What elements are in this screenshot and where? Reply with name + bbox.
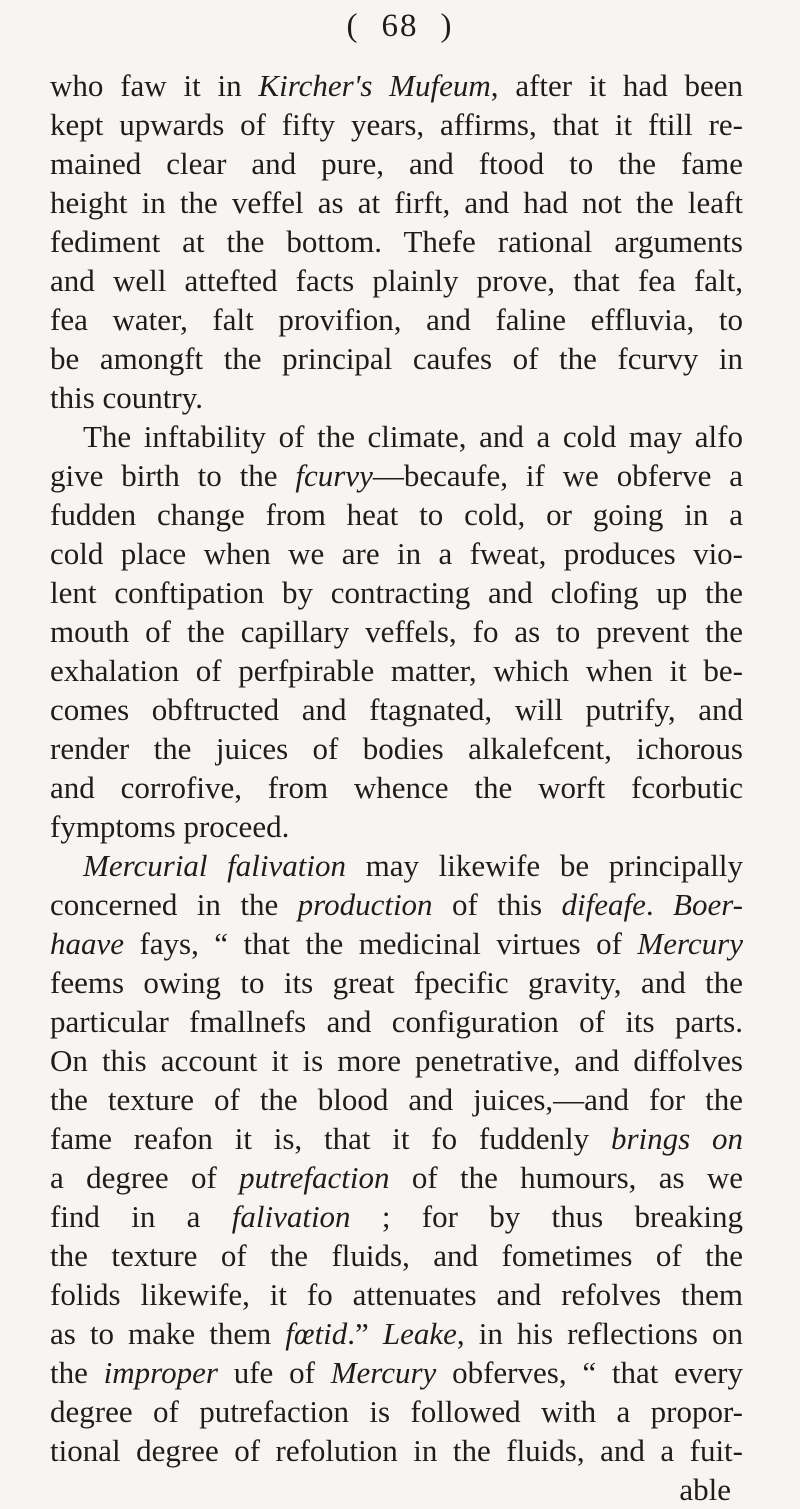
text-line: height in the veffel as at firft, and had not the leaft [50, 185, 743, 220]
text-line: and well attefted facts plainly prove, that fea falt, [50, 263, 743, 298]
text-line: fudden change from heat to cold, or going in a [50, 497, 743, 532]
page-number-header [0, 8, 800, 45]
text-line: lent conftipation by contracting and clofing up the [50, 575, 743, 610]
text-line: mouth of the capillary veffels, fo as to prevent the [50, 614, 743, 649]
text-line: comes obftructed and ftagnated, will putrify, and [50, 692, 743, 727]
text-line: kept upwards of fifty years, affirms, that it ftill re- [50, 107, 743, 142]
text-line: feems owing to its great fpecific gravity, and the [50, 965, 743, 1000]
text-line: On this account it is more penetrative, and diffolves [50, 1043, 743, 1078]
text-line: mained clear and pure, and ftood to the fame [50, 146, 743, 181]
page-number-open-paren: ( [346, 8, 360, 44]
italic-text: brings on [610, 1121, 743, 1156]
text-line: fymptoms proceed. [50, 809, 290, 844]
italic-text: Leake [382, 1316, 457, 1351]
text-line: who faw it in Kircher's Mufeum, after it had been [50, 68, 743, 103]
italic-text: Mercurial falivation [83, 848, 346, 883]
text-line: the texture of the blood and juices,—and for the [50, 1082, 743, 1117]
text-line: a degree of putrefaction of the humours, as we [50, 1160, 743, 1195]
italic-text: putrefaction [239, 1160, 390, 1195]
text-line: particular fmallnefs and configuration of its parts. [50, 1004, 743, 1039]
text-line: cold place when we are in a fweat, produces vio- [50, 536, 743, 571]
italic-text: Boer- [673, 887, 743, 922]
text-line: degree of putrefaction is followed with a propor- [50, 1394, 743, 1429]
italic-text: fcurvy [295, 458, 373, 493]
italic-text: difeafe [561, 887, 646, 922]
text-line: exhalation of perfpirable matter, which when it be- [50, 653, 743, 688]
italic-text: Mercury [637, 926, 743, 961]
page-number-close-paren: ) [440, 8, 454, 44]
italic-text: falivation [231, 1199, 351, 1234]
text-line: folids likewife, it fo attenuates and refolves them [50, 1277, 743, 1312]
body-text [50, 66, 743, 1509]
text-line: give birth to the fcurvy—becaufe, if we obferve a [50, 458, 743, 493]
text-line: able [679, 1472, 731, 1507]
italic-text: haave [50, 926, 125, 961]
text-line: Mercurial falivation may likewife be principally [83, 848, 743, 883]
text-line: as to make them fœtid.” Leake, in his reflections on [50, 1316, 743, 1351]
text-line: and corrofive, from whence the worft fcorbutic [50, 770, 743, 805]
text-line: render the juices of bodies alkalefcent, ichorous [50, 731, 743, 766]
text-line: The inftability of the climate, and a cold may alfo [83, 419, 743, 454]
text-line: concerned in the production of this difeafe. Boer- [50, 887, 743, 922]
text-line: the texture of the fluids, and fometimes of the [50, 1238, 743, 1273]
text-line: find in a falivation ; for by thus breaking [50, 1199, 743, 1234]
italic-text: Kircher's Mufeum [258, 68, 491, 103]
text-line: fediment at the bottom. Thefe rational arguments [50, 224, 743, 259]
italic-text: improper [103, 1355, 218, 1390]
text-line: be amongft the principal caufes of the fcurvy in [50, 341, 743, 376]
text-line: haave fays, “ that the medicinal virtues of Mercury [50, 926, 743, 961]
text-line: fea water, falt provifion, and faline effluvia, to [50, 302, 743, 337]
text-line: this country. [50, 380, 203, 415]
text-line: fame reafon it is, that it fo fuddenly brings on [50, 1121, 743, 1156]
italic-text: fœtid [285, 1316, 348, 1351]
italic-text: production [297, 887, 433, 922]
text-line: the improper ufe of Mercury obferves, “ that every [50, 1355, 743, 1390]
page-number: 68 [381, 8, 419, 44]
italic-text: Mercury [330, 1355, 437, 1390]
text-line: tional degree of refolution in the fluids, and a fuit- [50, 1433, 743, 1468]
